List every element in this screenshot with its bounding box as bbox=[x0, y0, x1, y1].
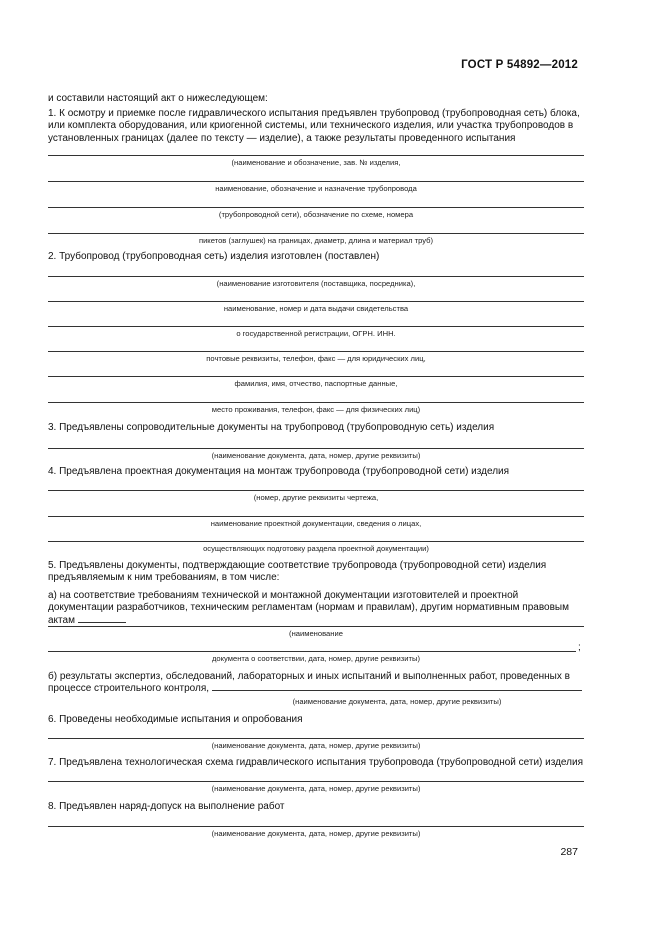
item-5b-text-2 bbox=[48, 683, 584, 695]
fill-line bbox=[48, 276, 584, 277]
item-7-text: 7. Предъявлена технологическая схема гидравлического испытания трубопровода (трубопроводной сети) изделия bbox=[48, 757, 583, 768]
fill-line bbox=[48, 626, 584, 627]
item-4-caption: (номер, другие реквизиты чертежа, bbox=[253, 493, 379, 502]
item-5a-caption: (наименование bbox=[289, 629, 343, 638]
item-7-caption: (наименование документа, дата, номер, другие реквизиты) bbox=[211, 784, 421, 793]
item-3-caption: (наименование документа, дата, номер, другие реквизиты) bbox=[211, 451, 421, 460]
fill-line bbox=[48, 402, 584, 403]
fill-line bbox=[48, 155, 584, 156]
fill-line bbox=[48, 376, 584, 377]
intro-text: и составили настоящий акт о нижеследующем: bbox=[48, 93, 268, 104]
item-1-caption: (наименование и обозначение, зав. № изделия, bbox=[231, 158, 401, 167]
item-2-caption: о государственной регистрации, ОГРН. ИНН. bbox=[236, 329, 396, 338]
item-4-text: 4. Предъявлена проектная документация на монтаж трубопровода (трубопроводной сети) изделия bbox=[48, 466, 510, 477]
item-1-text: 1. К осмотру и приемке после гидравлического испытания предъявлен трубопровод (трубопроводная сеть) блока, или комплекта оборудования, или криогенной системы, или технического изделия, или участка трубопроводов в установленных границах (далее по тексту — изделие), а также результаты проведенного испытания bbox=[48, 108, 580, 144]
item-8-caption: (наименование документа, дата, номер, другие реквизиты) bbox=[211, 829, 421, 838]
fill-line bbox=[48, 738, 584, 739]
fill-line bbox=[48, 541, 584, 542]
item-2-caption: место проживания, телефон, факс — для физических лиц) bbox=[211, 405, 421, 414]
item-5b-caption: (наименование документа, дата, номер, другие реквизиты) bbox=[292, 697, 502, 706]
page-number: 287 bbox=[560, 846, 578, 858]
item-2-caption: наименование, номер и дата выдачи свидетельства bbox=[223, 304, 409, 313]
item-4-caption: осуществляющих подготовку раздела проектной документации) bbox=[203, 544, 429, 553]
fill-line bbox=[48, 233, 584, 234]
fill-line bbox=[48, 651, 576, 652]
item-5b-body: процессе строительного контроля, bbox=[48, 683, 210, 694]
item-1-caption: (трубопроводной сети), обозначение по схеме, номера bbox=[218, 210, 414, 219]
item-3-text: 3. Предъявлены сопроводительные документы на трубопровод (трубопроводную сеть) изделия bbox=[48, 422, 495, 433]
item-5-text: 5. Предъявлены документы, подтверждающие соответствие трубопровода (трубопроводной сети) изделия предъявляемым к ним требованиям, в том числе: bbox=[48, 560, 547, 584]
item-1-caption: наименование, обозначение и назначение трубопровода bbox=[215, 184, 417, 193]
item-2-text: 2. Трубопровод (трубопроводная сеть) изделия изготовлен (поставлен) bbox=[48, 251, 380, 262]
fill-line bbox=[48, 516, 584, 517]
fill-line-inline bbox=[78, 622, 126, 623]
fill-line bbox=[48, 301, 584, 302]
item-4-caption: наименование проектной документации, сведения о лицах, bbox=[210, 519, 422, 528]
item-1-caption: пикетов (заглушек) на границах, диаметр, длина и материал труб) bbox=[198, 236, 434, 245]
fill-line bbox=[48, 351, 584, 352]
item-5b-text: б) результаты экспертиз, обследований, лабораторных и иных испытаний и выполненных работ, проведенных в bbox=[48, 671, 570, 682]
fill-line bbox=[48, 826, 584, 827]
fill-line bbox=[48, 181, 584, 182]
item-6-text: 6. Проведены необходимые испытания и опробования bbox=[48, 714, 303, 725]
item-5a-body: а) на соответствие требованиям технической и монтажной документации изготовителей и проектной документации разработчиков, техническим регламентам (нормам и правилам), другим нормативным правовым актам bbox=[48, 590, 569, 626]
item-2-caption: фамилия, имя, отчество, паспортные данные, bbox=[234, 379, 398, 388]
fill-line bbox=[48, 490, 584, 491]
item-5a-caption: документа о соответствии, дата, номер, другие реквизиты) bbox=[211, 654, 420, 663]
fill-line bbox=[48, 781, 584, 782]
fill-line-inline bbox=[212, 690, 582, 691]
fill-line bbox=[48, 448, 584, 449]
item-8-text: 8. Предъявлен наряд-допуск на выполнение работ bbox=[48, 801, 285, 812]
fill-line bbox=[48, 326, 584, 327]
item-6-caption: (наименование документа, дата, номер, другие реквизиты) bbox=[211, 741, 421, 750]
standard-header: ГОСТ Р 54892—2012 bbox=[461, 59, 578, 71]
fill-line bbox=[48, 207, 584, 208]
item-2-caption: почтовые реквизиты, телефон, факс — для юридических лиц, bbox=[206, 354, 426, 363]
item-2-caption: (наименование изготовителя (поставщика, посредника), bbox=[216, 279, 416, 288]
semicolon: ; bbox=[578, 642, 581, 653]
item-5a-text bbox=[48, 590, 584, 627]
